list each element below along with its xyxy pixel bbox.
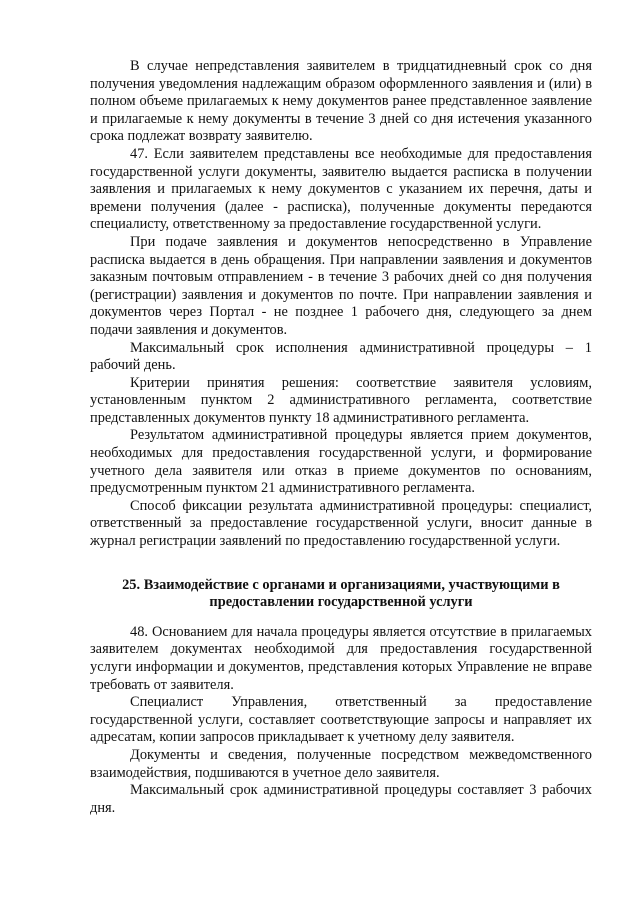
paragraph-specialist-requests: Специалист Управления, ответственный за предоставление государственной услуги, составляет соответствующие запросы и направляет их адресатам, копии запросов прикладывает к учетному делу заявителя.	[90, 694, 592, 746]
paragraph-decision-criteria: Критерии принятия решения: соответствие заявителя условиям, установленным пунктом 2 административного регламента, соответствие представленных документов пункту 18 административного регламента.	[90, 374, 592, 426]
paragraph-receipt-timing: При подаче заявления и документов непосредственно в Управление расписка выдается в день обращения. При направлении заявления и документов заказным почтовым отправлением - в течение 3 рабочих дней со дня получения (регистрации) заявления и документов по почте. При направлении заявления и документов через Портал - не позднее 1 рабочего дня, следующего за днем подачи заявления и документов.	[90, 233, 592, 338]
paragraph-procedure-result: Результатом административной процедуры является прием документов, необходимых для предоставления государственной услуги, и формирование учетного дела заявителя или отказ в приеме документов по основаниям, предусмотренным пунктом 21 административного регламента.	[90, 427, 592, 497]
paragraph-47: 47. Если заявителем представлены все необходимые для предоставления государственной услуги документы, заявителю выдается расписка в получении заявления и прилагаемых к нему документов с указанием их перечня, даты и времени получения (далее - расписка), полученные документы передаются специалисту, ответственному за предоставление государственной услуги.	[90, 145, 592, 233]
paragraph-max-duration: Максимальный срок исполнения административной процедуры – 1 рабочий день.	[90, 339, 592, 374]
paragraph-max-duration-3-days: Максимальный срок административной процедуры составляет 3 рабочих дня.	[90, 782, 592, 816]
paragraph-interagency-documents: Документы и сведения, полученные посредством межведомственного взаимодействия, подшиваются в учетное дело заявителя.	[90, 746, 592, 781]
section-heading-line-2: предоставлении государственной услуги	[209, 594, 473, 611]
paragraph-return-documents: В случае непредставления заявителем в тридцатидневный срок со дня получения уведомления надлежащим образом оформленного заявления и (или) в полном объеме прилагаемых к нему документов ранее представленное заявление и прилагаемые к нему документы в течение 3 дней со дня истечения указанного срока подлежат возврату заявителю.	[90, 58, 592, 145]
paragraph-48: 48. Основанием для начала процедуры является отсутствие в прилагаемых заявителем документах необходимой для предоставления государственной услуги информации и документов, представления которых Управление не вправе требовать от заявителя.	[90, 623, 592, 693]
section-heading-25	[90, 577, 592, 612]
section-heading-line-1: 25. Взаимодействие с органами и организациями, участвующими в	[122, 576, 560, 593]
paragraph-fixation-method: Способ фиксации результата административной процедуры: специалист, ответственный за предоставление государственной услуги, вносит данные в журнал регистрации заявлений по предоставлению государственной услуги.	[90, 497, 592, 550]
